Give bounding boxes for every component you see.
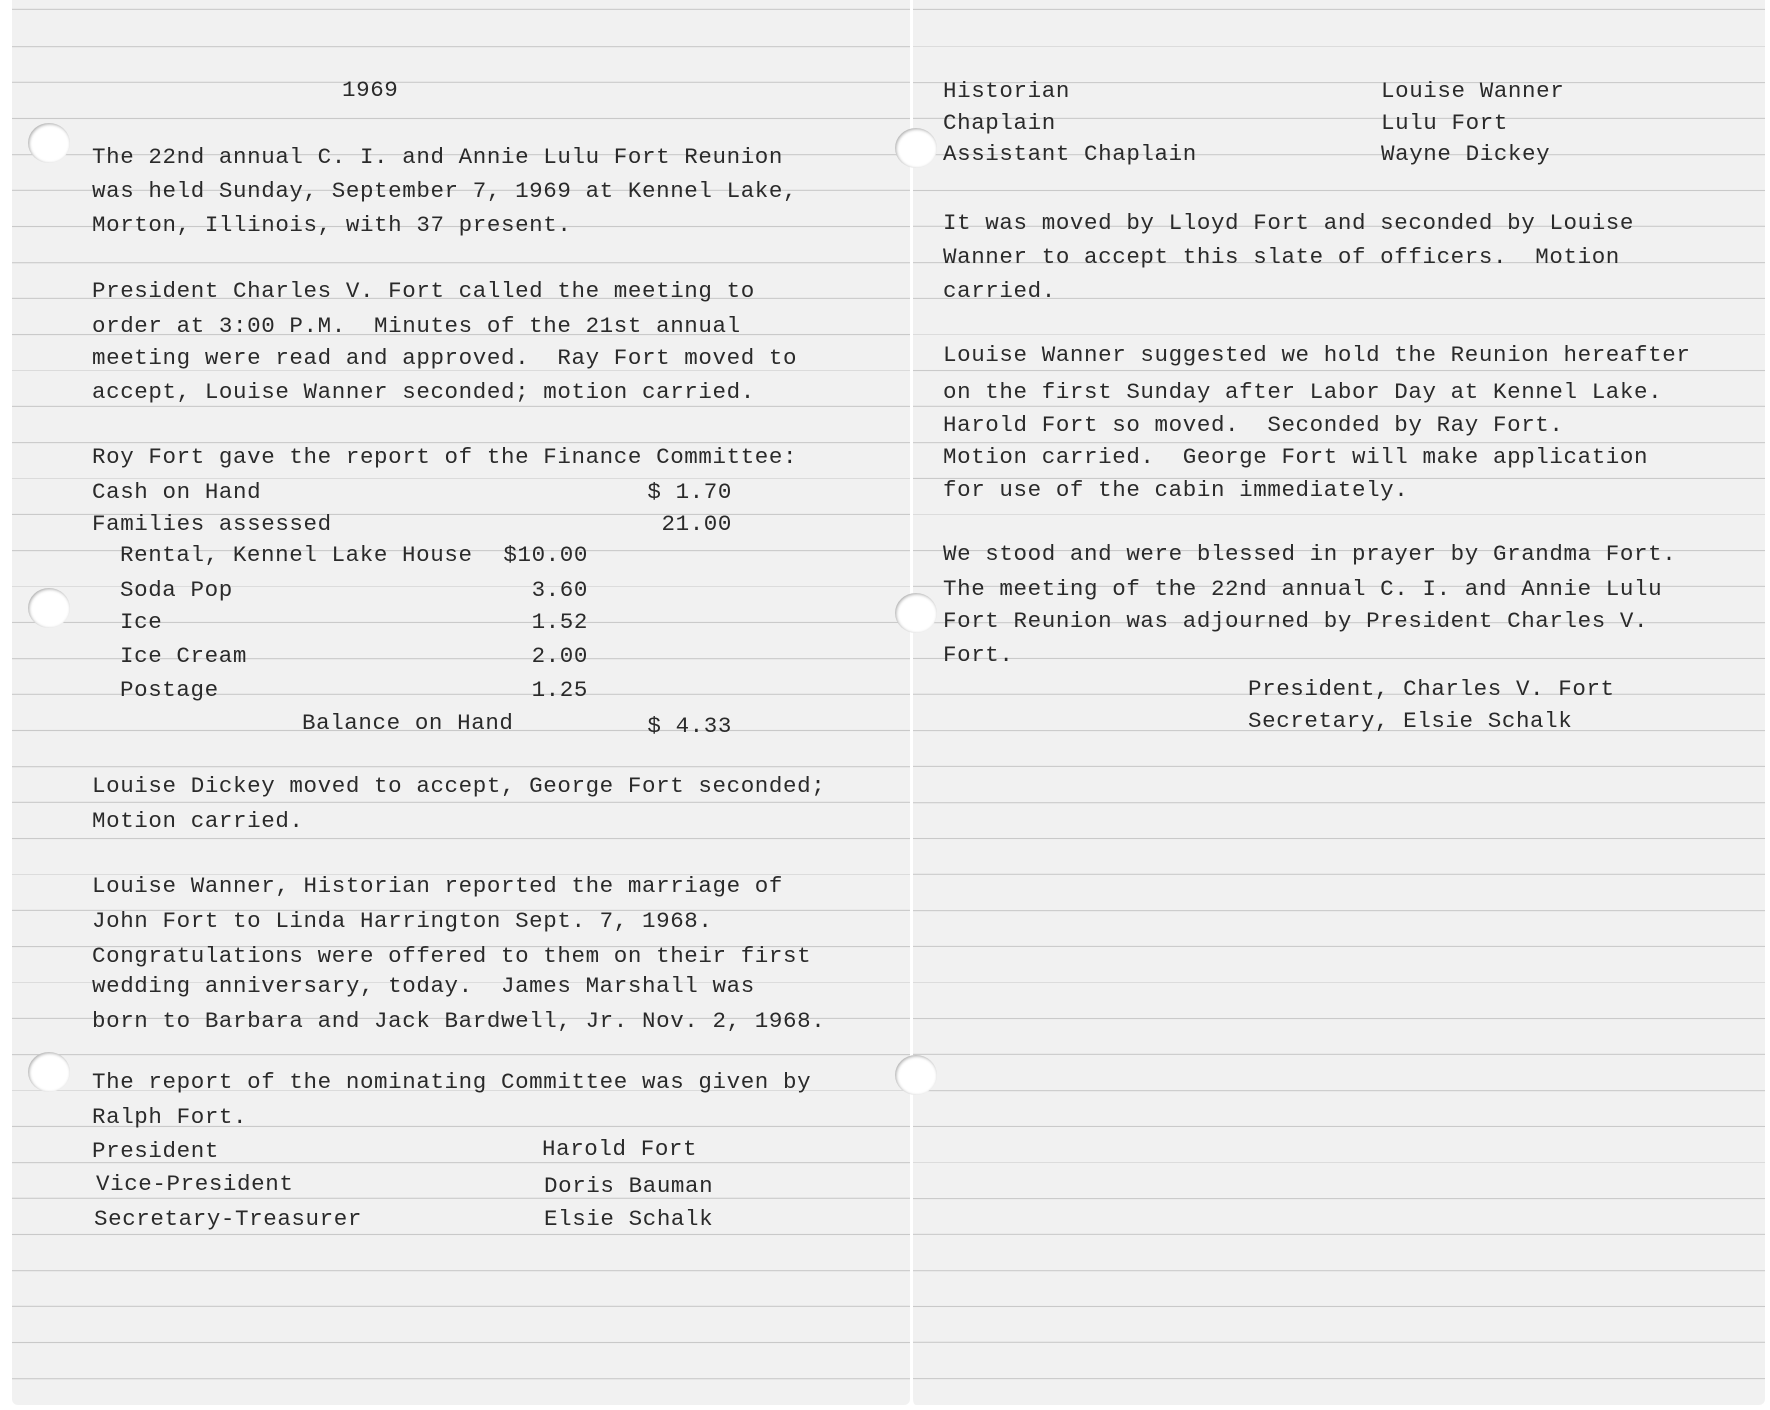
- officer-name: Lulu Fort: [1381, 110, 1508, 136]
- slate-motion-line: Wanner to accept this slate of officers. Motion: [943, 244, 1620, 270]
- punch-hole-bottom: [28, 1052, 70, 1092]
- finance-cash-label: Cash on Hand: [92, 479, 262, 505]
- meeting-call-line: accept, Louise Wanner seconded; motion carried.: [92, 379, 755, 405]
- historian-report-line: Congratulations were offered to them on their first: [92, 943, 812, 969]
- finance-cash-value: $ 1.70: [647, 479, 732, 505]
- officer-name: Harold Fort: [542, 1136, 698, 1162]
- officer-role: Secretary-Treasurer: [94, 1206, 362, 1232]
- secretary-signature: Secretary, Elsie Schalk: [1248, 708, 1573, 734]
- meeting-call-line: President Charles V. Fort called the meeting to: [92, 278, 755, 304]
- reunion-date-line: Motion carried. George Fort will make application: [943, 444, 1649, 470]
- expense-value: 1.25: [531, 677, 588, 703]
- reunion-date-line: Harold Fort so moved. Seconded by Ray Fort.: [943, 412, 1564, 438]
- officer-name: Wayne Dickey: [1381, 141, 1551, 167]
- officer-role: Chaplain: [943, 110, 1056, 136]
- finance-motion-line: Louise Dickey moved to accept, George Fort seconded;: [92, 773, 826, 799]
- closing-line: The meeting of the 22nd annual C. I. and Annie Lulu: [943, 576, 1663, 602]
- expense-value: 3.60: [531, 577, 588, 603]
- finance-balance-value: $ 4.33: [647, 713, 732, 739]
- officer-role: Historian: [943, 78, 1070, 104]
- finance-motion-line: Motion carried.: [92, 808, 304, 834]
- expense-label: Rental, Kennel Lake House: [120, 542, 473, 568]
- officer-name: Doris Bauman: [544, 1173, 714, 1199]
- reunion-intro-line: was held Sunday, September 7, 1969 at Kennel Lake,: [92, 178, 798, 204]
- punch-hole-top: [895, 128, 937, 168]
- finance-balance-label: Balance on Hand: [302, 710, 514, 736]
- year-heading: 1969: [342, 77, 399, 103]
- nominating-report-line: Ralph Fort.: [92, 1104, 248, 1130]
- meeting-call-line: order at 3:00 P.M. Minutes of the 21st annual: [92, 313, 741, 339]
- expense-value: 1.52: [531, 609, 588, 635]
- reunion-date-line: on the first Sunday after Labor Day at Kennel Lake.: [943, 379, 1663, 405]
- finance-families-label: Families assessed: [92, 511, 332, 537]
- punch-hole-middle: [28, 588, 70, 628]
- reunion-date-line: Louise Wanner suggested we hold the Reunion hereafter: [943, 342, 1691, 368]
- officer-role: President: [92, 1138, 219, 1164]
- closing-line: Fort Reunion was adjourned by President Charles V.: [943, 608, 1649, 634]
- historian-report-line: Louise Wanner, Historian reported the marriage of: [92, 873, 784, 899]
- expense-label: Soda Pop: [120, 577, 233, 603]
- reunion-intro-line: The 22nd annual C. I. and Annie Lulu Fort Reunion: [92, 144, 784, 170]
- expense-value: 2.00: [531, 643, 588, 669]
- finance-families-value: 21.00: [661, 511, 732, 537]
- slate-motion-line: It was moved by Lloyd Fort and seconded by Louise: [943, 210, 1635, 236]
- left-page: [12, 0, 910, 1405]
- punch-hole-bottom: [895, 1055, 937, 1095]
- officer-role: Assistant Chaplain: [943, 141, 1197, 167]
- right-page: [910, 0, 1765, 1405]
- expense-label: Ice: [120, 609, 163, 635]
- punch-hole-middle: [895, 593, 937, 633]
- nominating-report-line: The report of the nominating Committee was given by: [92, 1069, 812, 1095]
- officer-name: Elsie Schalk: [544, 1206, 714, 1232]
- punch-hole-top: [28, 123, 70, 163]
- closing-line: We stood and were blessed in prayer by Grandma Fort.: [943, 541, 1677, 567]
- officer-role: Vice-President: [96, 1171, 294, 1197]
- expense-label: Ice Cream: [120, 643, 247, 669]
- reunion-intro-line: Morton, Illinois, with 37 present.: [92, 212, 572, 238]
- expense-label: Postage: [120, 677, 219, 703]
- finance-intro: Roy Fort gave the report of the Finance Committee:: [92, 444, 798, 470]
- historian-report-line: wedding anniversary, today. James Marshall was: [92, 973, 755, 999]
- historian-report-line: John Fort to Linda Harrington Sept. 7, 1968.: [92, 908, 713, 934]
- president-signature: President, Charles V. Fort: [1248, 676, 1615, 702]
- officer-name: Louise Wanner: [1381, 78, 1565, 104]
- meeting-call-line: meeting were read and approved. Ray Fort moved to: [92, 345, 798, 371]
- historian-report-line: born to Barbara and Jack Bardwell, Jr. Nov. 2, 1968.: [92, 1008, 826, 1034]
- closing-line: Fort.: [943, 642, 1014, 668]
- reunion-date-line: for use of the cabin immediately.: [943, 477, 1409, 503]
- expense-value: $10.00: [503, 542, 588, 568]
- slate-motion-line: carried.: [943, 278, 1056, 304]
